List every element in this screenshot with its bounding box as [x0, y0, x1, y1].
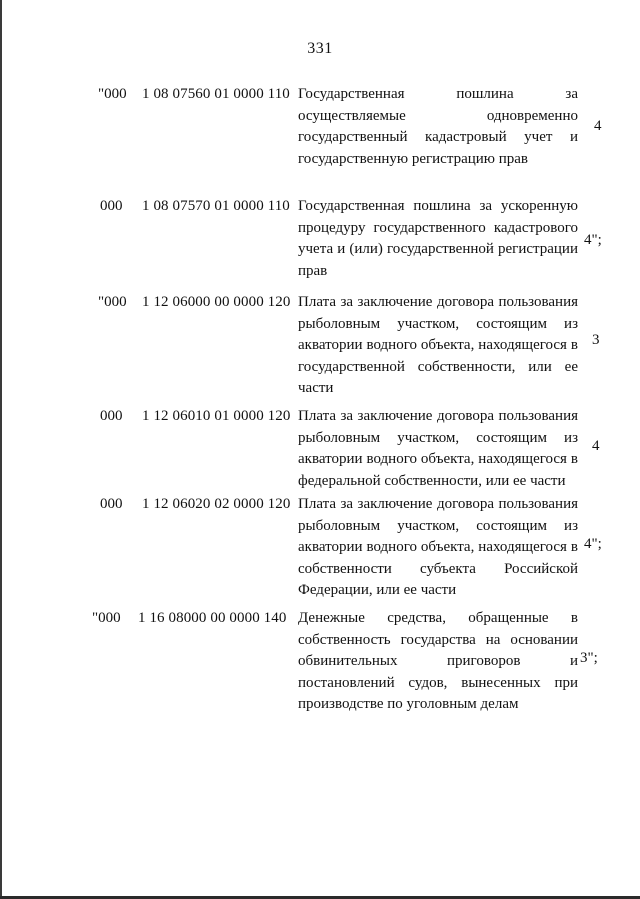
admin-code: 000 [100, 408, 123, 424]
kbk-code: 1 08 07560 01 0000 110 [142, 86, 290, 102]
desc-line: процедуру государственного кадастрового [298, 219, 578, 236]
desc-line: части [298, 380, 334, 396]
desc-line: государственный кадастровый учет и [298, 129, 578, 145]
desc-line: Плата за заключение договора пользования [298, 294, 578, 310]
row-description [298, 406, 578, 492]
kbk-code: 1 12 06000 00 0000 120 [142, 294, 291, 310]
desc-line: собственности субъекта Российской [298, 560, 578, 577]
table-body [0, 84, 640, 720]
desc-line: рыболовным участком, состоящим из [298, 429, 578, 446]
table-row [0, 608, 640, 720]
row-rate: 4 [594, 118, 602, 134]
row-description [298, 84, 578, 170]
desc-line: производстве по уголовным делам [298, 696, 519, 712]
kbk-code: 1 16 08000 00 0000 140 [138, 610, 287, 626]
desc-line: собственность государства на основании [298, 631, 578, 648]
admin-code: "000 [98, 86, 127, 102]
desc-line: акватории водного объекта, находящегося в [298, 337, 578, 353]
kbk-code: 1 12 06010 01 0000 120 [142, 408, 291, 424]
desc-line: прав [298, 262, 328, 279]
page-number: 331 [307, 40, 333, 57]
row-rate: 3"; [580, 650, 598, 666]
row-rate: 3 [592, 332, 600, 348]
desc-line: акватории водного объекта, находящегося в [298, 451, 578, 467]
row-description [298, 292, 578, 400]
desc-line: Федерации, или ее части [298, 582, 457, 598]
desc-line: Денежные средства, обращенные в [298, 610, 578, 626]
table-row [0, 196, 640, 292]
desc-line: федеральной собственности, или ее части [298, 472, 566, 489]
table-row [0, 292, 640, 406]
desc-line: постановлений судов, вынесенных при [298, 674, 578, 691]
row-rate: 4"; [584, 232, 602, 248]
row-description [298, 196, 578, 282]
desc-line: акватории водного объекта, находящегося в [298, 539, 578, 555]
row-rate: 4"; [584, 536, 602, 552]
desc-line: Плата за заключение договора пользования [298, 496, 578, 512]
desc-line: учета и (или) государственной регистрации [298, 241, 578, 257]
desc-line: государственной собственности, или ее [298, 358, 578, 375]
desc-line: обвинительных приговоров и [298, 653, 578, 669]
row-description [298, 608, 578, 716]
desc-line: осуществляемые одновременно [298, 107, 578, 124]
kbk-code: 1 12 06020 02 0000 120 [142, 496, 291, 512]
desc-line: Государственная пошлина за [298, 86, 578, 102]
row-rate: 4 [592, 438, 600, 454]
admin-code: 000 [100, 496, 123, 512]
table-row [0, 406, 640, 494]
desc-line: рыболовным участком, состоящим из [298, 517, 578, 534]
desc-line: рыболовным участком, состоящим из [298, 315, 578, 332]
admin-code: "000 [98, 294, 127, 310]
desc-line: государственную регистрацию прав [298, 150, 529, 167]
table-row [0, 84, 640, 196]
desc-line: Плата за заключение договора пользования [298, 408, 578, 424]
table-row [0, 494, 640, 608]
admin-code: 000 [100, 198, 123, 214]
kbk-code: 1 08 07570 01 0000 110 [142, 198, 290, 214]
admin-code: "000 [92, 610, 121, 626]
row-description [298, 494, 578, 602]
desc-line: Государственная пошлина за ускоренную [298, 198, 578, 214]
